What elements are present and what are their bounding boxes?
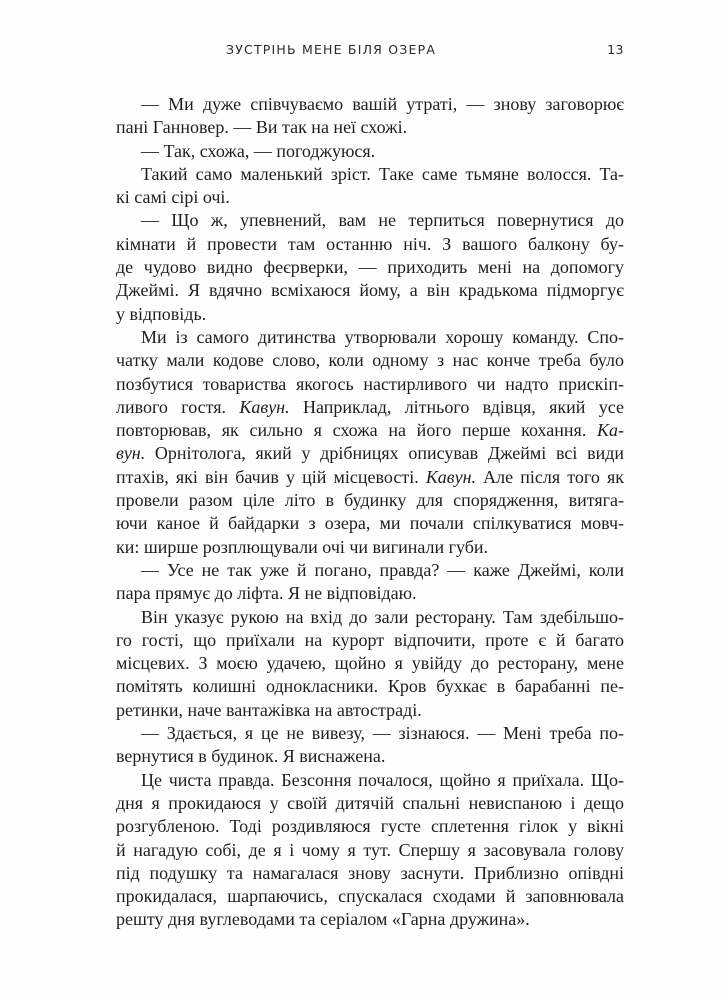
text-line: Джеймі. Я вдячно всміхаюся йому, а він крадькома підморгує [116,280,624,301]
text-line: повторював, як сильно я схожа на його перше кохання. Ка- [116,420,624,441]
italic-word: Кавун. [239,396,290,417]
text-line: Ми із самого дитинства утворювали хорошу команду. Спо- [141,326,624,347]
text-line: кімнати й провести там останню ніч. З вашого балкону бу- [116,233,624,254]
text-line: — Так, схожа, — погоджуюся. [141,140,376,161]
text-line: ки: ширше розплющували очі чи вигинали губи. [116,536,489,557]
italic-word: вун. [116,443,146,464]
page-number: 13 [607,42,624,57]
running-header [116,40,624,60]
text-line: — Ми дуже співчуваємо вашій утраті, — знову заговорює [141,94,624,114]
text-line: провели разом ціле літо в будинку для спорядження, витяга- [116,490,624,511]
text-line: Такий само маленький зріст. Таке саме тьмяне волосся. Та- [141,163,624,184]
text-line: місцевих. З моєю удачею, щойно я увійду до ресторану, мене [116,653,624,674]
text-line: позбутися товариства якогось настирливого чи надто прискіп- [116,373,624,394]
italic-word: Кавун. [425,466,477,487]
text-line: ретинки, наче вантажівка на автостраді. [116,699,422,720]
text-line: вернутися в будинок. Я виснажена. [116,746,386,767]
text-line: у відповідь. [116,303,207,324]
text-line: прокидалася, шарпаючись, спускалася сходами й заповнювала [116,886,624,907]
text-line: кі самі сірі очі. [116,187,230,208]
text-line: — Що ж, упевнений, вам не терпиться повернутися до [141,210,624,231]
text-line: вун. Орнітолога, який у дрібницях описував Джеймі всі види [116,443,624,464]
running-title: ЗУСТРІНЬ МЕНЕ БІЛЯ ОЗЕРА [226,42,437,57]
italic-word: Ка- [597,420,624,441]
text-line: ючи каное й байдарки з озера, ми почали спілкуватися мовч- [116,513,624,534]
text-line: птахів, які він бачив у цій місцевості. Кавун. Але після того як [116,466,624,487]
text-line: помітять колишні однокласники. Кров бухкає в барабанні пе- [116,676,624,697]
text-line: чатку мали кодове слово, коли одному з нас конче треба було [116,350,624,371]
text-line: ливого гостя. Кавун. Наприклад, літнього вдівця, який усе [116,396,624,417]
text-line: пані Ганновер. — Ви так на неї схожі. [116,117,408,138]
text-line: го гості, що приїхали на курорт відпочити, проте є й багато [116,629,624,650]
text-line: решту дня вуглеводами та серіалом «Гарна дружина». [116,909,530,930]
text-line: — Усе не так уже й погано, правда? — каже Джеймі, коли [141,559,624,580]
text-line: пара прямує до ліфта. Я не відповідаю. [116,583,417,604]
text-line: — Здається, я це не вивезу, — зізнаюся. — Мені треба по- [141,723,624,744]
text-line: й нагадую собі, де я і чому я тут. Спершу я засовувала голову [116,839,624,860]
text-line: Він указує рукою на вхід до зали ресторану. Там здебільшо- [141,606,624,627]
text-line: розгубленою. Тоді роздивляюся густе сплетення гілок у вікні [116,816,624,837]
text-line: де чудово видно феєрверки, — приходить мені на допомогу [116,257,624,278]
body-text [116,93,624,932]
text-line: під подушку та намагалася знову заснути. Приблизно опівдні [116,862,624,883]
text-line: дня я прокидаюся у своїй дитячій спальні невиспаною і дещо [116,792,624,813]
text-line: Це чиста правда. Безсоння почалося, щойно я приїхала. Що- [141,769,624,790]
